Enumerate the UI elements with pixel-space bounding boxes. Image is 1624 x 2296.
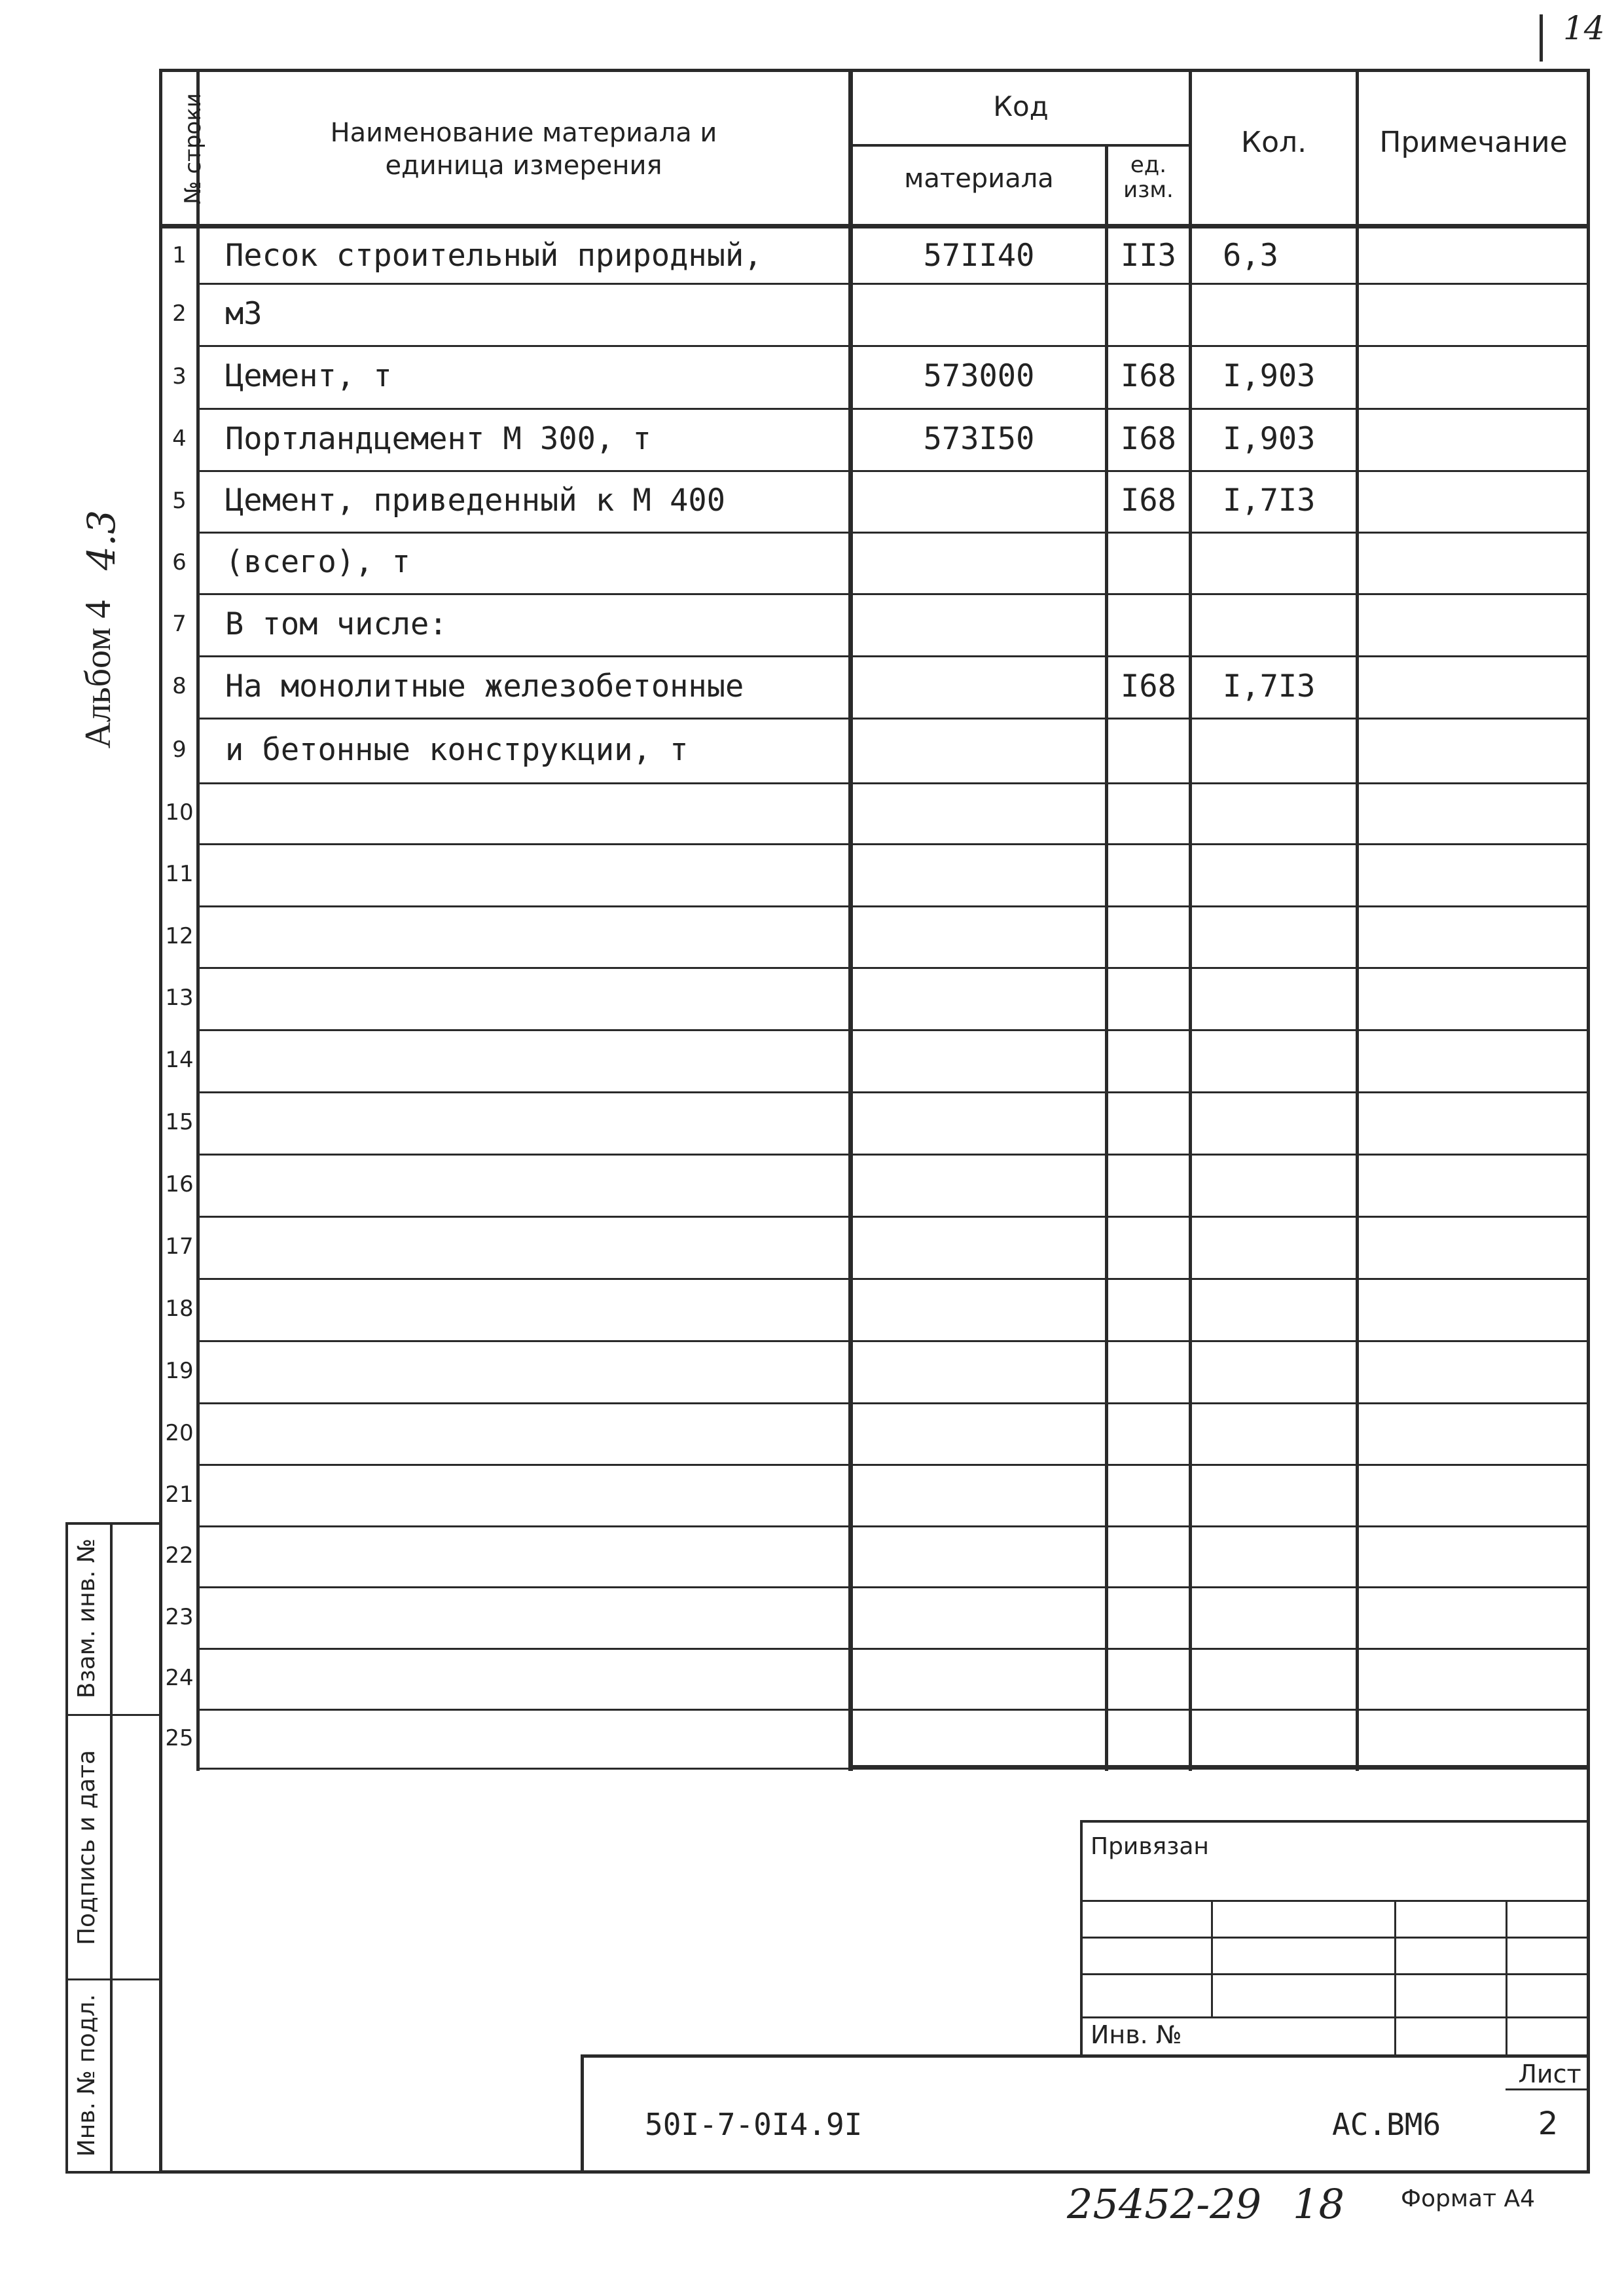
row-unit: I68 (1121, 358, 1176, 394)
row-code (853, 1029, 1105, 1091)
row-code (853, 1340, 1105, 1402)
table-row (162, 593, 1587, 655)
row-unit (1108, 1648, 1189, 1709)
header-qty: Кол. (1240, 126, 1307, 159)
row-code (853, 593, 1105, 655)
table-row (162, 1464, 1587, 1525)
row-number: 9 (172, 737, 187, 763)
row-unit (1108, 1402, 1189, 1464)
table-row (162, 1278, 1587, 1340)
row-code (853, 1464, 1105, 1525)
row-code (853, 1648, 1105, 1709)
stamp-inv-podl: Инв. № подл. (73, 1994, 100, 2157)
page-corner-mark: 14 (1563, 9, 1605, 47)
row-unit (1108, 1709, 1189, 1768)
row-code (853, 782, 1105, 843)
header-row-number: № строки (180, 93, 206, 204)
header-code-unit-2: изм. (1123, 177, 1174, 203)
row-unit (1108, 843, 1189, 905)
row-name: В том числе: (225, 606, 448, 642)
row-number: 4 (172, 426, 187, 452)
table-row (162, 470, 1587, 532)
table-row (162, 1216, 1587, 1278)
row-code (853, 1525, 1105, 1586)
row-number: 10 (165, 799, 194, 826)
row-number: 21 (165, 1482, 194, 1508)
table-row (162, 532, 1587, 593)
row-number: 5 (172, 488, 187, 514)
row-unit (1108, 1091, 1189, 1154)
row-code (853, 1586, 1105, 1648)
table-row (162, 967, 1587, 1029)
row-code (853, 1216, 1105, 1278)
row-unit: II3 (1121, 238, 1176, 274)
row-unit (1108, 532, 1189, 593)
row-number: 19 (165, 1358, 194, 1384)
table-row (162, 843, 1587, 905)
inv-no-label: Инв. № (1091, 2020, 1182, 2049)
row-number: 16 (165, 1171, 194, 1197)
row-name: и бетонные конструкции, т (225, 732, 689, 768)
row-unit (1108, 905, 1189, 967)
album-label: Альбом 4 (78, 600, 118, 749)
row-unit: I68 (1121, 483, 1176, 519)
table-row (162, 1648, 1587, 1709)
sheet-label: Лист (1518, 2060, 1581, 2088)
header-note: Примечание (1379, 126, 1568, 159)
row-unit (1108, 782, 1189, 843)
row-code (853, 1709, 1105, 1768)
row-code (853, 1278, 1105, 1340)
row-code (853, 283, 1105, 345)
table-row (162, 1586, 1587, 1648)
row-qty: I,7I3 (1223, 668, 1316, 704)
row-number: 25 (165, 1725, 194, 1751)
document-designation: 50I-7-0I4.9I (645, 2107, 863, 2142)
row-unit (1108, 1278, 1189, 1340)
table-row (162, 1029, 1587, 1091)
document-mark: АС.ВМ6 (1332, 2107, 1441, 2142)
row-number: 3 (172, 363, 187, 390)
table-row (162, 1709, 1587, 1768)
header-name-line2: единица измерения (385, 151, 662, 181)
row-number: 12 (165, 923, 194, 949)
row-number: 8 (172, 673, 187, 699)
row-code (853, 655, 1105, 718)
row-number: 20 (165, 1420, 194, 1446)
row-number: 23 (165, 1604, 194, 1630)
row-qty: I,903 (1223, 358, 1316, 394)
row-number: 7 (172, 611, 187, 637)
row-code: 573I50 (923, 421, 1035, 457)
row-unit (1108, 718, 1189, 782)
stamp-vzam-inv: Взам. инв. № (73, 1538, 100, 1699)
corner-mark-line (1540, 14, 1543, 62)
row-code (853, 905, 1105, 967)
header-code: Код (993, 90, 1049, 122)
row-code: 573000 (923, 358, 1035, 394)
album-handwritten-label: 4.3 (79, 509, 124, 571)
table-row (162, 228, 1587, 283)
row-name: На монолитные железобетонные (225, 668, 744, 704)
row-number: 11 (165, 861, 194, 887)
row-code (853, 1154, 1105, 1216)
row-name: Цемент, приведенный к М 400 (225, 483, 726, 519)
row-unit (1108, 1586, 1189, 1648)
handwritten-page: 18 (1293, 2180, 1344, 2228)
table-row (162, 283, 1587, 345)
table-row (162, 905, 1587, 967)
row-code (853, 470, 1105, 532)
table-row (162, 1525, 1587, 1586)
row-code (853, 1402, 1105, 1464)
row-unit (1108, 1525, 1189, 1586)
row-unit (1108, 1029, 1189, 1091)
row-name: м3 (225, 296, 262, 332)
header-code-material: материала (904, 164, 1054, 194)
row-name: Песок строительный природный, (225, 238, 763, 274)
row-number: 6 (172, 549, 187, 575)
row-unit: I68 (1121, 668, 1176, 704)
row-code (853, 532, 1105, 593)
row-qty: I,7I3 (1223, 483, 1316, 519)
row-number: 22 (165, 1542, 194, 1569)
table-row (162, 345, 1587, 408)
table-row (162, 1091, 1587, 1154)
header-code-unit-1: ед. (1130, 152, 1167, 178)
row-code: 57II40 (923, 238, 1035, 274)
row-qty: 6,3 (1223, 238, 1278, 274)
row-unit (1108, 283, 1189, 345)
row-number: 1 (172, 242, 187, 268)
table-row (162, 1154, 1587, 1216)
row-name: (всего), т (225, 544, 410, 580)
sheet-number: 2 (1538, 2105, 1559, 2142)
row-name: Портландцемент М 300, т (225, 421, 651, 457)
row-code (853, 843, 1105, 905)
row-unit (1108, 967, 1189, 1029)
row-unit (1108, 1216, 1189, 1278)
row-unit (1108, 1154, 1189, 1216)
row-code (853, 718, 1105, 782)
row-number: 15 (165, 1109, 194, 1135)
table-row (162, 1340, 1587, 1402)
stamp-podpis-data: Подпись и дата (73, 1749, 100, 1946)
table-row (162, 718, 1587, 782)
row-number: 2 (172, 301, 187, 327)
format-label: Формат А4 (1401, 2185, 1536, 2212)
row-qty: I,903 (1223, 421, 1316, 457)
row-code (853, 967, 1105, 1029)
row-unit (1108, 1464, 1189, 1525)
row-number: 17 (165, 1233, 194, 1260)
row-unit (1108, 593, 1189, 655)
row-name: Цемент, т (225, 358, 392, 394)
row-number: 13 (165, 985, 194, 1011)
row-number: 24 (165, 1665, 194, 1691)
privyazan-label: Привязан (1091, 1833, 1209, 1860)
row-code (853, 1091, 1105, 1154)
row-unit: I68 (1121, 421, 1176, 457)
table-row (162, 1402, 1587, 1464)
header-name-line1: Наименование материала и (330, 118, 717, 148)
row-number: 14 (165, 1047, 194, 1073)
row-unit (1108, 1340, 1189, 1402)
table-row (162, 655, 1587, 718)
row-number: 18 (165, 1296, 194, 1322)
table-row (162, 782, 1587, 843)
table-row (162, 408, 1587, 470)
handwritten-number: 25452-29 (1067, 2180, 1262, 2228)
